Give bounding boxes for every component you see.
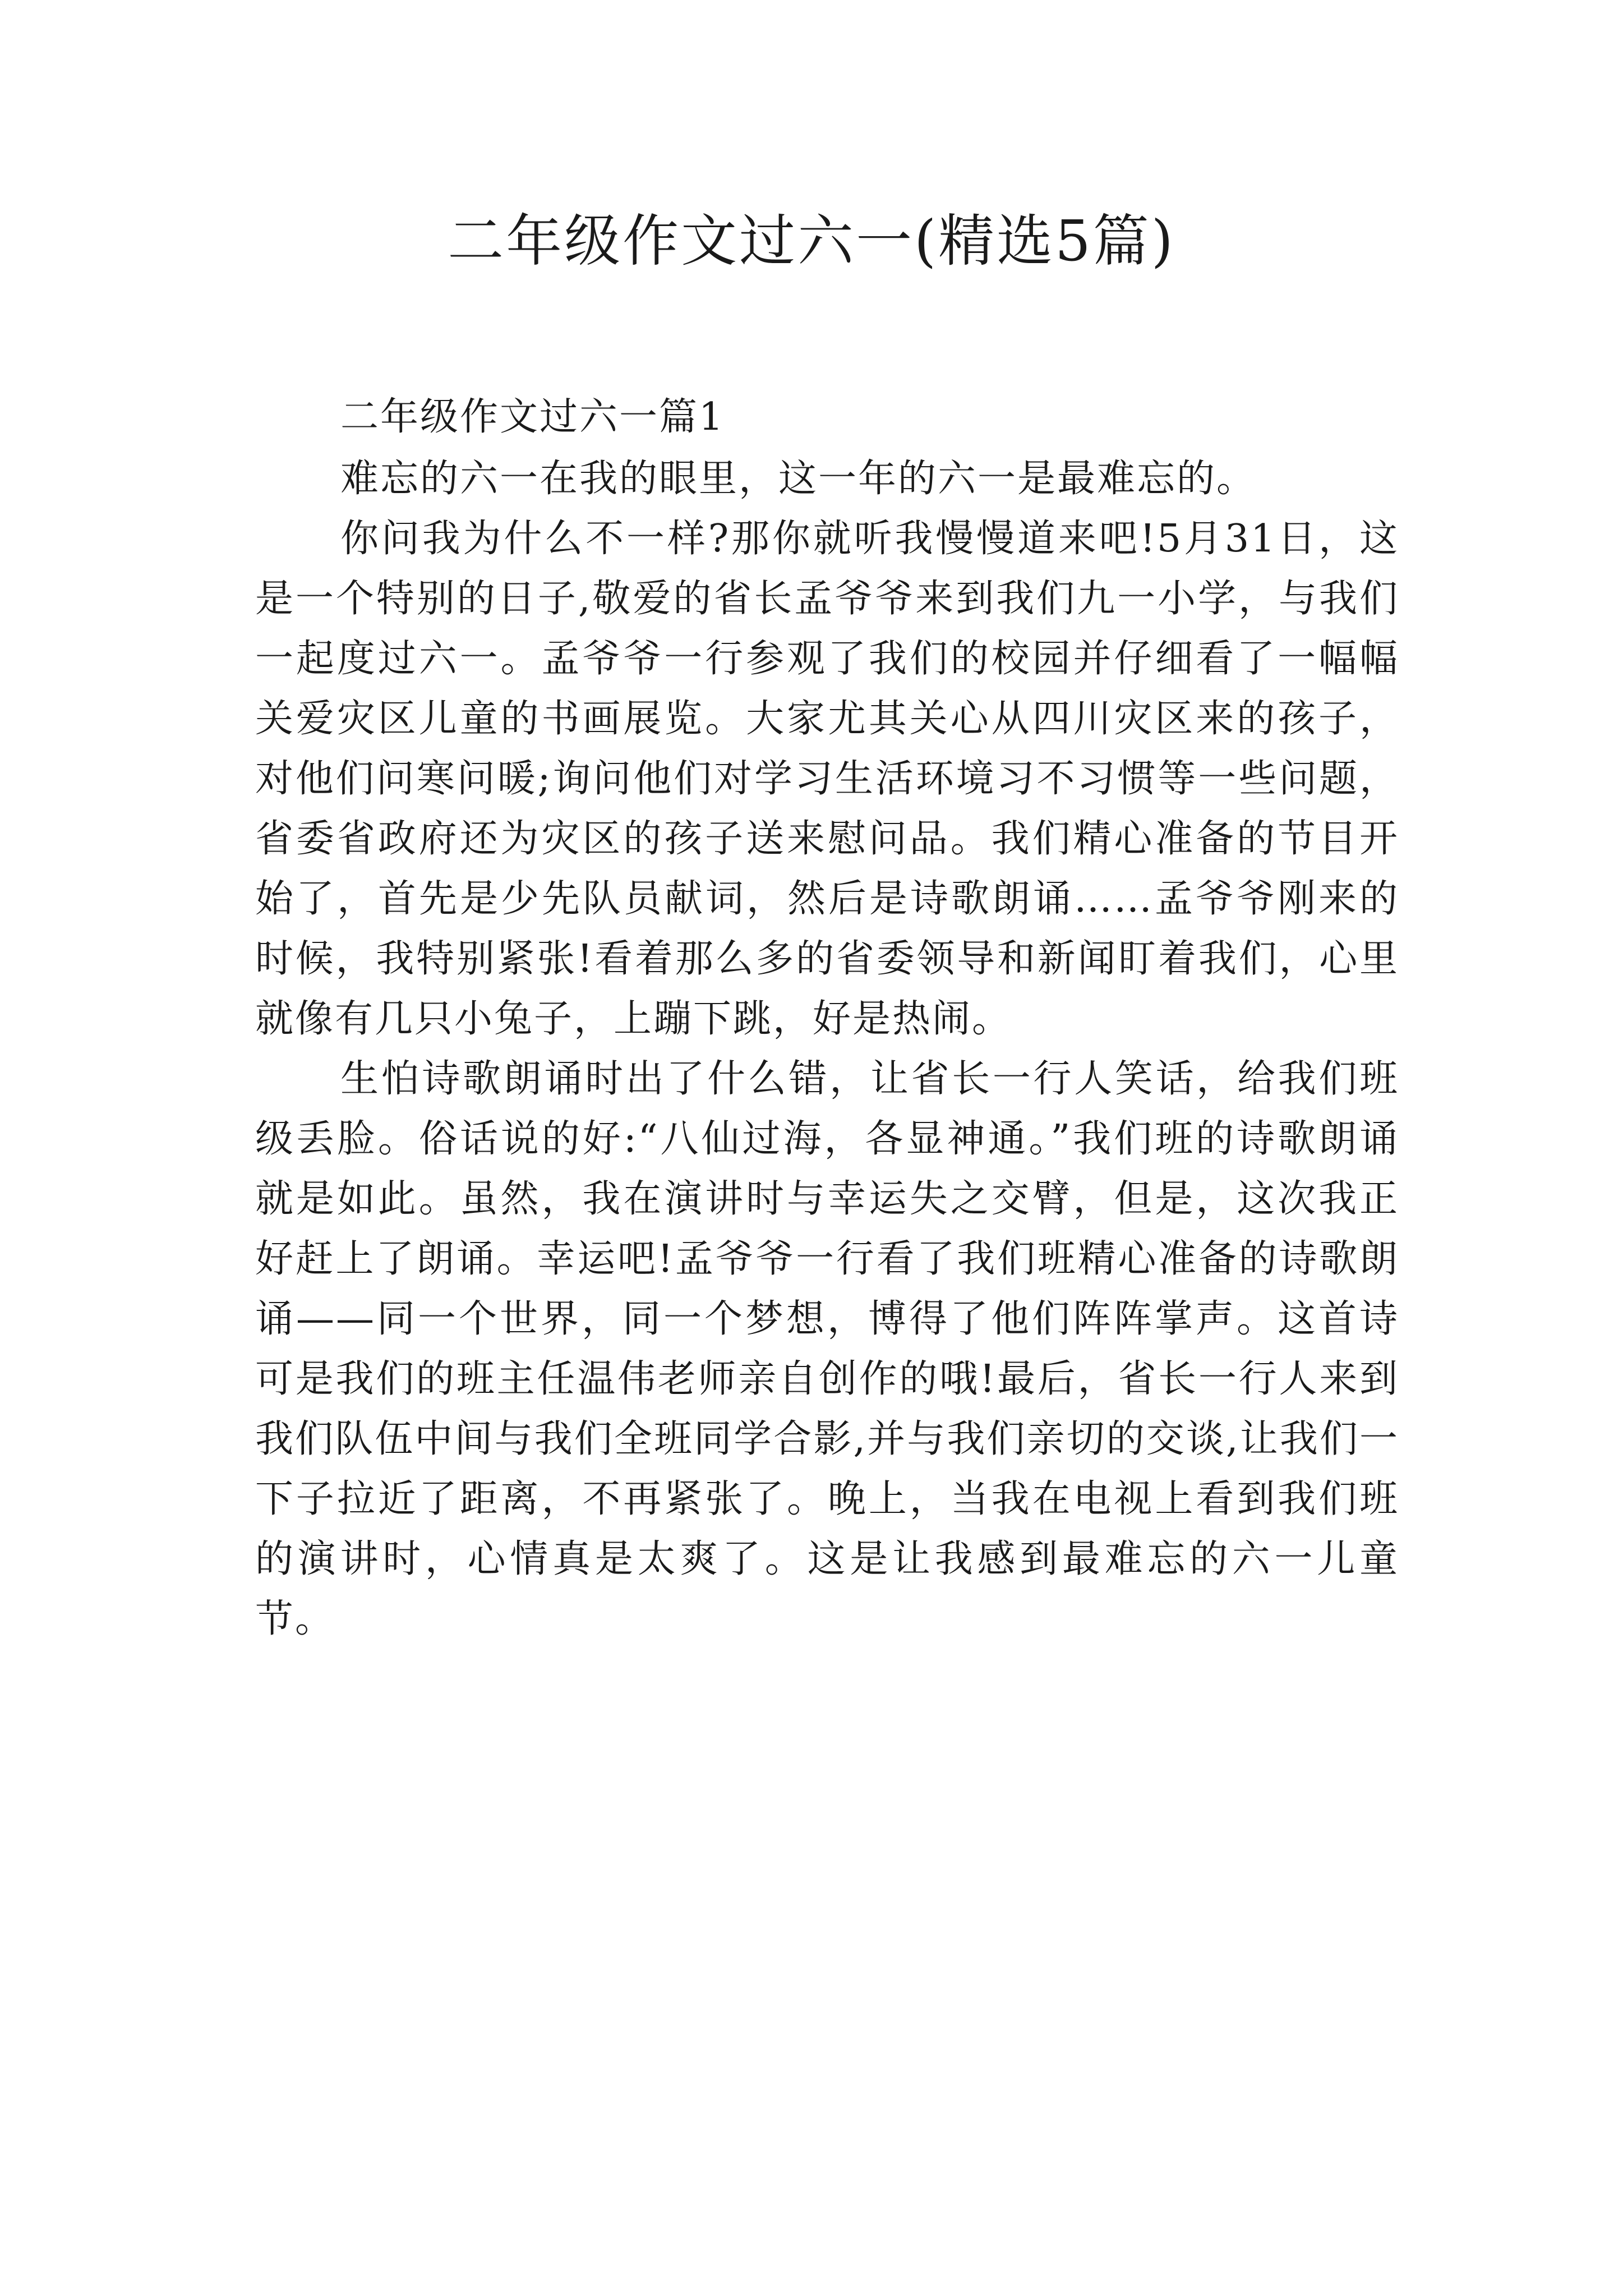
document-body [255, 387, 1399, 1649]
section-heading: 二年级作文过六一篇1 [340, 395, 725, 439]
paragraph: 难忘的六一在我的眼里，这一年的六一是最难忘的。 [340, 457, 1257, 501]
document-title: 二年级作文过六一(精选5篇) [448, 208, 1175, 274]
paragraph: 生怕诗歌朗诵时出了什么错，让省长一行人笑话，给我们班级丢脸。俗话说的好:“八仙过海，各显神通。”我们班的诗歌朗诵就是如此。虽然，我在演讲时与幸运失之交臂，但是，这次我正好赶上了朗诵。幸运吧!孟爷爷一行看了我们班精心准备的诗歌朗诵——同一个世界，同一个梦想，博得了他们阵阵掌声。这首诗可是我们的班主任温伟老师亲自创作的哦!最后，省长一行人来到我们队伍中间与我们全班同学合影,并与我们亲切的交谈,让我们一下子拉近了距离，不再紧张了。晚上，当我在电视上看到我们班的演讲时，心情真是太爽了。这是让我感到最难忘的六一儿童节。 [255, 1057, 1399, 1641]
paragraph: 你问我为什么不一样?那你就听我慢慢道来吧!5月31日，这是一个特别的日子,敬爱的省长孟爷爷来到我们九一小学，与我们一起度过六一。孟爷爷一行参观了我们的校园并仔细看了一幅幅关爱灾区儿童的书画展览。大家尤其关心从四川灾区来的孩子，对他们问寒问暖;询问他们对学习生活环境习不习惯等一些问题，省委省政府还为灾区的孩子送来慰问品。我们精心准备的节目开始了，首先是少先队员献词，然后是诗歌朗诵……孟爷爷刚来的时候，我特别紧张!看着那么多的省委领导和新闻盯着我们，心里就像有几只小兔子，上蹦下跳，好是热闹。 [255, 517, 1399, 1041]
